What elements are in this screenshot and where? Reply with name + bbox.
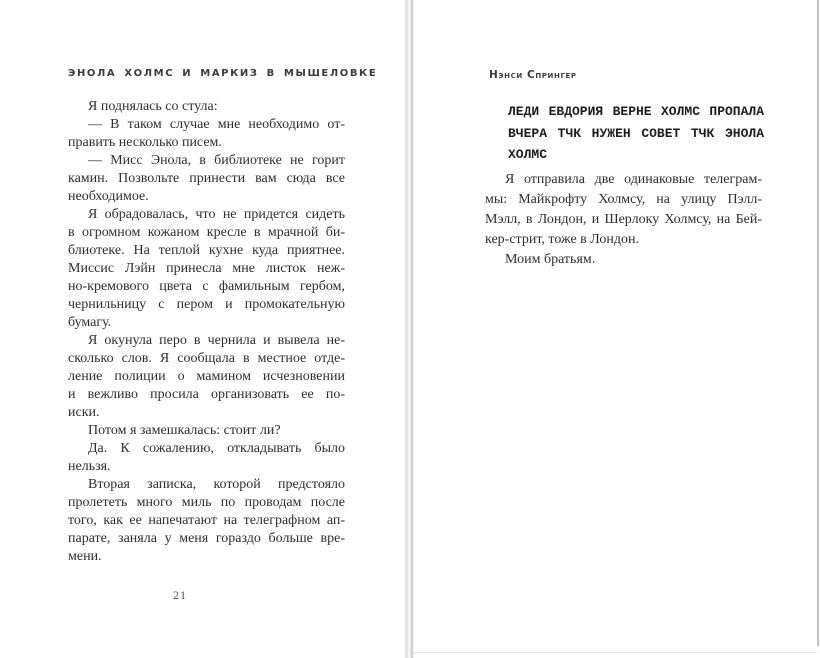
- text-line: Я обрадовалась, что не придется сидеть: [88, 207, 345, 222]
- text-line: камин. Позвольте принести вам сюда все: [68, 171, 345, 186]
- text-line: ЛЕДИ ЕВДОРИЯ ВЕРНЕ ХОЛМС ПРОПАЛА: [508, 104, 764, 119]
- text-line: Мэлл, в Лондон, и Шерлоку Холмсу, на Бей-: [485, 212, 762, 227]
- text-line: блиотеке. На теплой кухне куда приятнее.: [68, 243, 345, 258]
- text-line: мы: Майкрофту Холмсу, на улицу Пэлл-: [485, 192, 762, 207]
- text-line: сколько слов. Я сообщала в местное отде-: [68, 351, 345, 366]
- page-edge-line: [817, 0, 819, 646]
- text-line: Я поднялась со стула:: [88, 99, 218, 114]
- text-line: того, как ее напечатают на телеграфном ап-: [68, 513, 345, 528]
- text-line: пролететь много миль по проводам после: [68, 495, 345, 510]
- paragraph: [485, 170, 762, 250]
- text-line: нельзя.: [68, 459, 111, 474]
- paragraph: [68, 116, 345, 152]
- text-line: и вежливо просила организовать ее по-: [68, 387, 345, 402]
- text-line: Вторая записка, которой предстояло: [88, 477, 345, 492]
- paragraph: [485, 250, 762, 270]
- text-line: ление полиции о мамином исчезновении: [68, 369, 345, 384]
- paragraph: [68, 206, 345, 332]
- text-line: Да. К сожалению, откладывать было: [88, 441, 345, 456]
- spine-divider: [404, 0, 414, 658]
- paragraph: [68, 152, 345, 206]
- text-line: Потом я замешкалась: стоит ли?: [88, 423, 281, 438]
- paragraph: [68, 476, 345, 566]
- text-line: править несколько писем.: [68, 135, 222, 150]
- text-line: Миссис Лэйн принесла мне листок неж-: [68, 261, 345, 276]
- text-line: иски.: [68, 405, 100, 420]
- paragraph: [68, 422, 345, 440]
- text-line: Моим братьям.: [505, 252, 596, 267]
- text-line: необходимое.: [68, 189, 149, 204]
- text-line: бумагу.: [68, 315, 112, 330]
- right-page-body-text: [485, 170, 762, 270]
- text-line: но-кремового цвета с фамильным гербом,: [68, 279, 345, 294]
- text-line: парате, заняла у меня гораздо больше вре-: [68, 531, 345, 546]
- page-number: 21: [173, 588, 187, 602]
- text-line: — Мисс Энола, в библиотеке не горит: [88, 153, 345, 168]
- left-page: [0, 0, 405, 658]
- telegram-block: [508, 101, 764, 166]
- text-line: мени.: [68, 549, 102, 564]
- paragraph: [68, 440, 345, 476]
- page-bottom-edge-line: [413, 652, 817, 653]
- running-title-right: Нэнси Спрингер: [489, 69, 577, 81]
- text-line: ВЧЕРА ТЧК НУЖЕН СОВЕТ ТЧК ЭНОЛА: [508, 125, 764, 141]
- text-line: ХОЛМС: [508, 147, 548, 162]
- text-line: — В таком случае мне необходимо от-: [88, 117, 345, 132]
- paragraph: [68, 332, 345, 422]
- text-line: чернильницу с пером и промокательную: [68, 297, 345, 312]
- text-line: в огромном кожаном кресле в мрачной би-: [68, 225, 345, 240]
- text-line: кер-стрит, тоже в Лондон.: [485, 232, 640, 247]
- paragraph: [68, 98, 345, 116]
- text-line: Я отправила две одинаковые телеграм-: [505, 172, 762, 187]
- text-line: Я окунула перо в чернила и вывела не-: [88, 333, 345, 348]
- left-page-body-text: [68, 98, 345, 566]
- right-page: [413, 0, 818, 658]
- running-title-left: ЭНОЛА ХОЛМС И МАРКИЗ В МЫШЕЛОВКЕ: [68, 68, 378, 79]
